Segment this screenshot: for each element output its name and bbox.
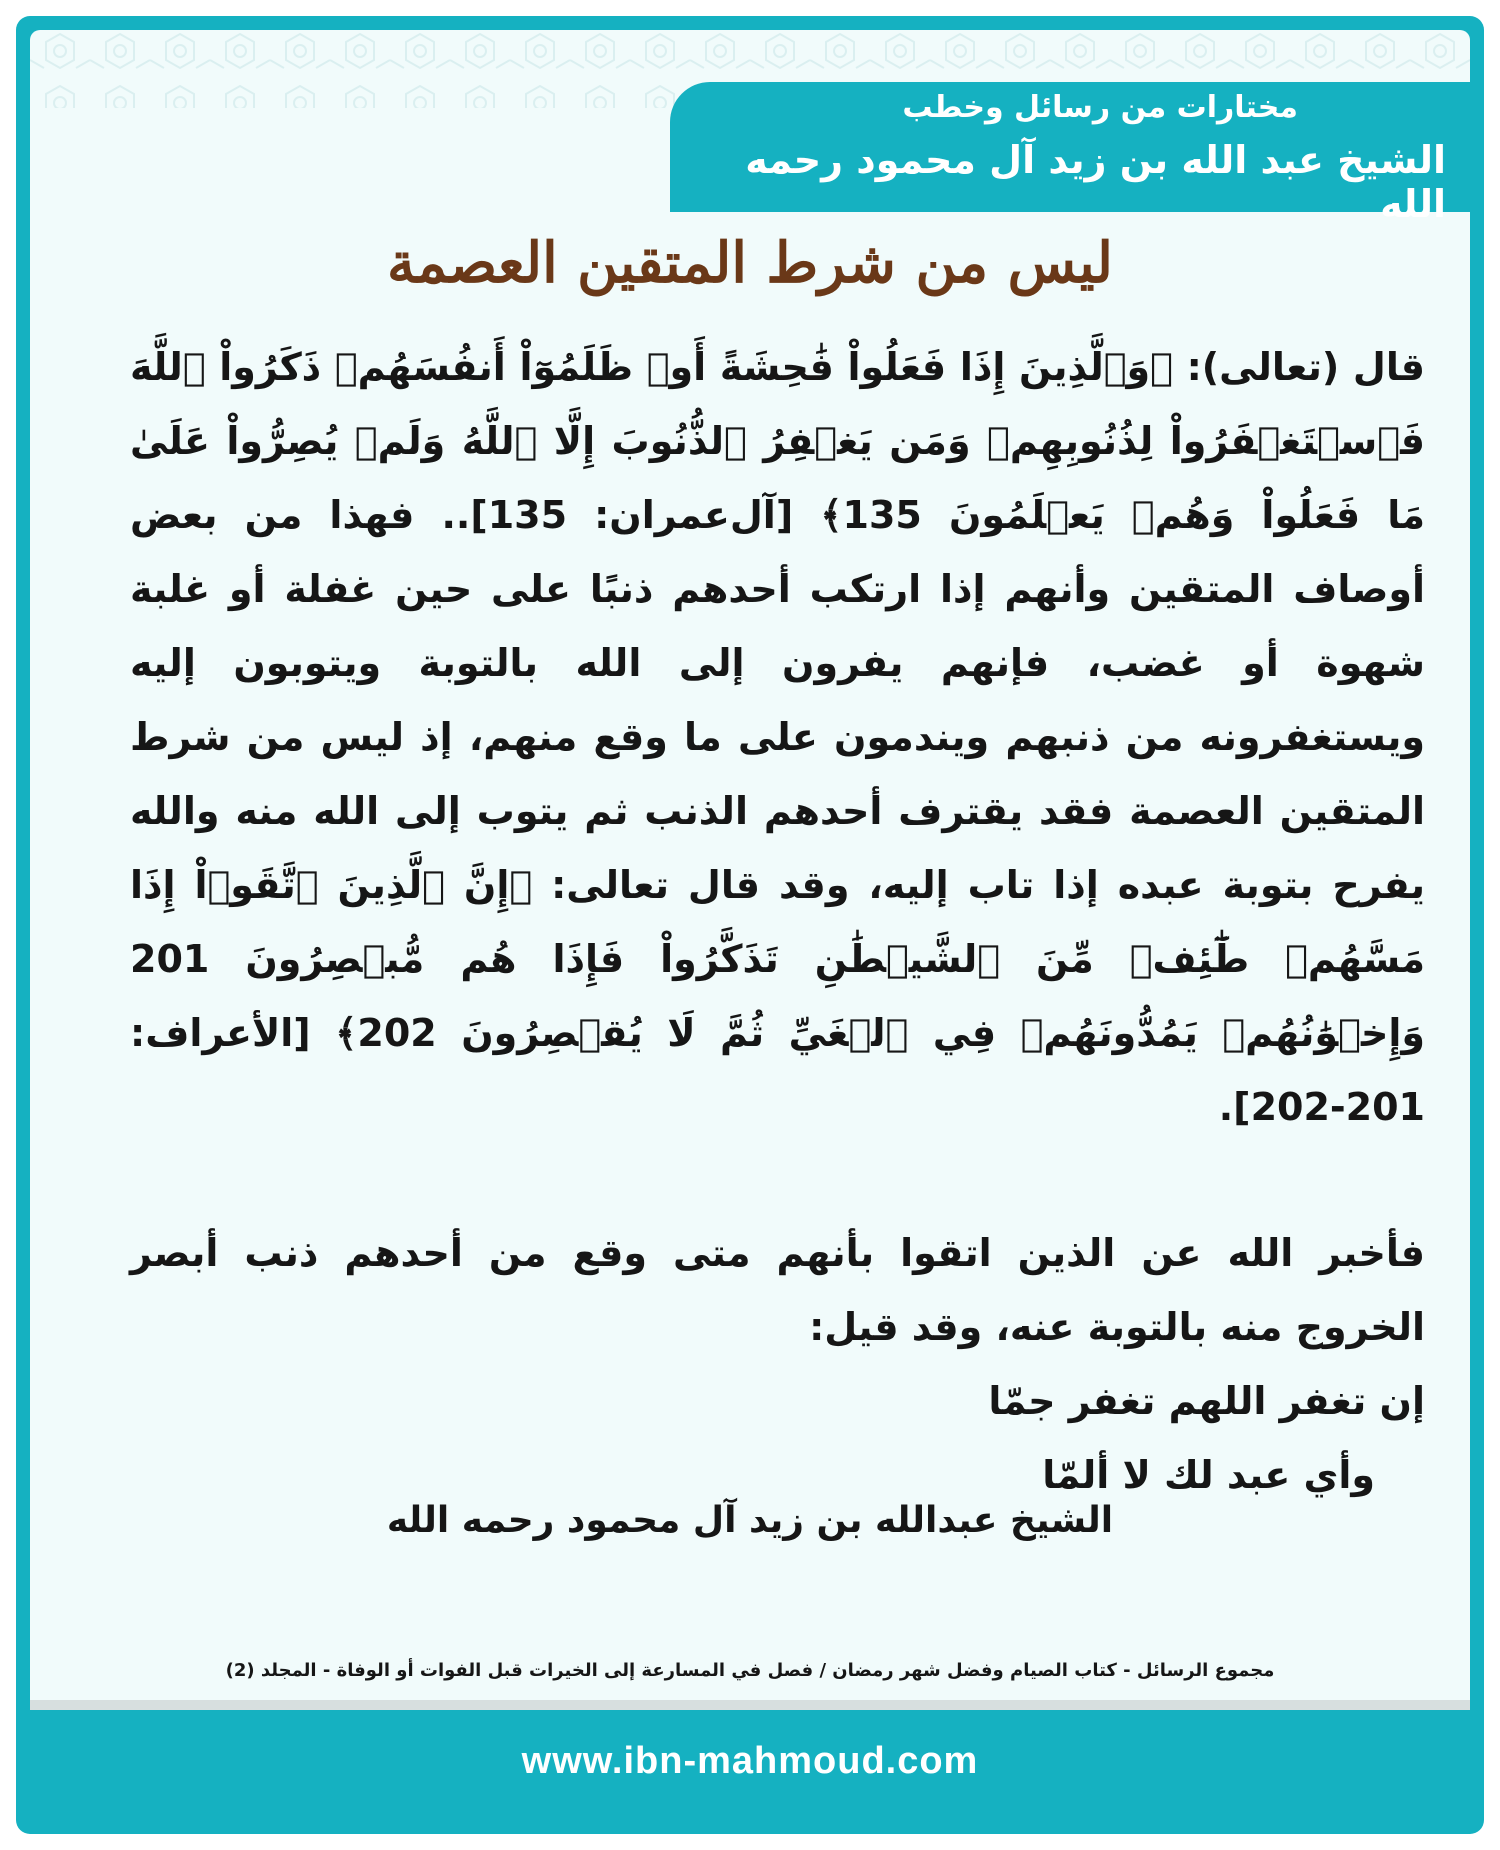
- header-banner: [670, 82, 1470, 226]
- article-body: [130, 330, 1425, 1512]
- header-author: الشيخ عبد الله بن زيد آل محمود رحمه الله: [745, 138, 1446, 226]
- source-citation: مجموع الرسائل - كتاب الصيام وفضل شهر رمضان / فصل في المسارعة إلى الخيرات قبل الفوات أو الوفاة - المجلد (2): [225, 1660, 1275, 1681]
- header-subtitle: مختارات من رسائل وخطب: [902, 90, 1298, 125]
- author-signature: الشيخ عبدالله بن زيد آل محمود رحمه الله: [386, 1500, 1114, 1541]
- content-card: [30, 30, 1470, 1700]
- poem-verse-2: وأي عبد لك لا ألمّا: [1042, 1453, 1375, 1497]
- paragraph-1: قال (تعالى): ﴿وَٱلَّذِينَ إِذَا فَعَلُواْ فَٰحِشَةً أَوۡ ظَلَمُوٓاْ أَنفُسَهُمۡ ذَكَرُواْ ٱللَّهَ فَٱسۡتَغۡفَرُواْ لِذُنُوبِهِمۡ وَمَن يَغۡفِرُ ٱلذُّنُوبَ إِلَّا ٱللَّهُ وَلَمۡ يُصِرُّواْ عَلَىٰ مَا فَعَلُواْ وَهُمۡ يَعۡلَمُونَ 135﴾ [آل‌عمران: 135].. فهذا من بعض أوصاف المتقين وأنهم إذا ارتكب أحدهم ذنبًا على حين غفلة أو غلبة شهوة أو غضب، فإنهم يفرون إلى الله بالتوبة ويتوبون إليه ويستغفرونه من ذنبهم ويندمون على ما وقع منهم، إذ ليس من شرط المتقين العصمة فقد يقترف أحدهم الذنب ثم يتوب إلى الله منه والله يفرح بتوبة عبده إذا تاب إليه، وقد قال تعالى: ﴿إِنَّ ٱلَّذِينَ ٱتَّقَوۡاْ إِذَا مَسَّهُمۡ طَٰٓئِفٞ مِّنَ ٱلشَّيۡطَٰنِ تَذَكَّرُواْ فَإِذَا هُم مُّبۡصِرُونَ 201 وَإِخۡوَٰنُهُمۡ يَمُدُّونَهُمۡ فِي ٱلۡغَيِّ ثُمَّ لَا يُقۡصِرُونَ 202﴾ [الأعراف: 201-202].: [130, 345, 1426, 1129]
- page-title: ليس من شرط المتقين العصمة: [387, 230, 1113, 296]
- website-link[interactable]: www.ibn-mahmoud.com: [521, 1740, 979, 1782]
- paragraph-2: فأخبر الله عن الذين اتقوا بأنهم متى وقع من أحدهم ذنب أبصر الخروج منه بالتوبة عنه، وقد قيل:: [130, 1231, 1425, 1349]
- poem-verse-1: إن تغفر اللهم تغفر جمّا: [988, 1379, 1425, 1423]
- footer-divider: [30, 1700, 1470, 1710]
